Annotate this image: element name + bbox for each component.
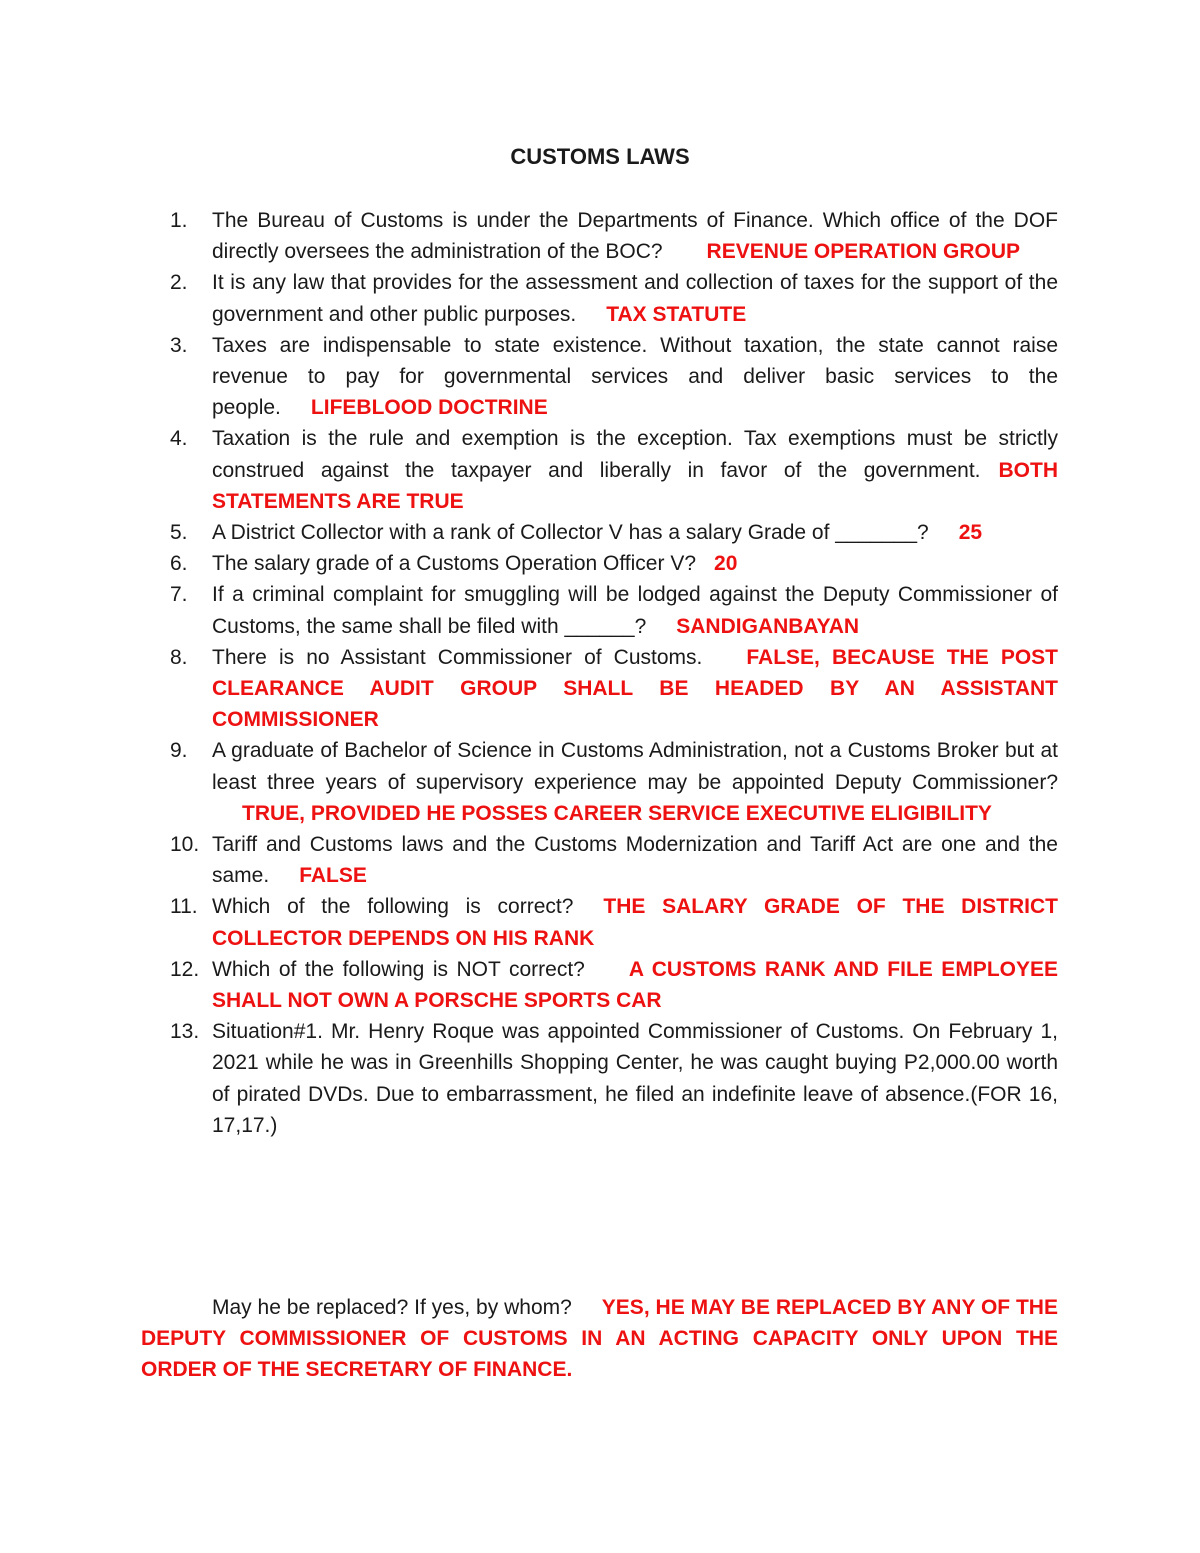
question-3 — [170, 330, 1058, 424]
followup-answer: YES, HE MAY BE REPLACED BY ANY OF THE DEPUTY COMMISSIONER OF CUSTOMS IN AN ACTING CAPACITY ONLY UPON THE ORDER OF THE SECRETARY OF FINANCE. — [141, 1296, 1058, 1382]
question-text: Situation#1. Mr. Henry Roque was appointed Commissioner of Customs. On February 1, 2021 while he was in Greenhills Shopping Center, he was caught buying P2,000.00 worth of pirated DVDs. Due to embarrassment, he filed an indefinite leave of absence.(FOR 16, 17,17.) — [212, 1020, 1058, 1137]
answer-text: SANDIGANBAYAN — [676, 614, 860, 638]
question-4 — [170, 423, 1058, 517]
question-number: 11. — [170, 895, 198, 919]
answer-text: LIFEBLOOD DOCTRINE — [310, 396, 548, 420]
question-text: Taxation is the rule and exemption is the exception. Tax exemptions must be strictly construed against the taxpayer and liberally in favor of the government. — [212, 427, 1058, 482]
question-7 — [170, 579, 1058, 641]
question-number: 10. — [170, 833, 200, 857]
question-1 — [170, 205, 1058, 267]
question-2 — [170, 267, 1058, 329]
page-title: CUSTOMS LAWS — [510, 144, 690, 169]
question-number: 8. — [170, 645, 188, 669]
followup-paragraph — [141, 1292, 1058, 1386]
question-5 — [170, 517, 1058, 548]
question-text: Taxes are indispensable to state existence. Without taxation, the state cannot raise revenue to pay for governmental services and deliver basic services to the people. — [212, 333, 1058, 420]
question-text: A District Collector with a rank of Collector V has a salary Grade of _______? — [212, 521, 929, 545]
question-number: 2. — [170, 271, 188, 295]
question-10 — [170, 829, 1058, 891]
question-13 — [170, 1016, 1058, 1141]
answer-text: BOTH STATEMENTS ARE TRUE — [212, 458, 1058, 513]
question-text: Which of the following is correct? — [212, 895, 574, 919]
answer-text: REVENUE OPERATION GROUP — [706, 240, 1021, 264]
question-text: Tariff and Customs laws and the Customs Modernization and Tariff Act are one and the same. — [212, 833, 1058, 888]
question-text: The salary grade of a Customs Operation Officer V? — [212, 552, 697, 576]
question-text: If a criminal complaint for smuggling will be lodged against the Deputy Commissioner of Customs, the same shall be filed with ______? — [212, 583, 1058, 638]
answer-text: 20 — [714, 552, 738, 576]
question-text: There is no Assistant Commissioner of Customs. — [212, 645, 703, 669]
question-number: 6. — [170, 552, 188, 576]
question-number: 4. — [170, 427, 188, 451]
question-text: It is any law that provides for the assessment and collection of taxes for the support of the government and other public purposes. — [212, 271, 1058, 326]
answer-text: A CUSTOMS RANK AND FILE EMPLOYEE SHALL NOT OWN A PORSCHE SPORTS CAR — [212, 957, 1058, 1013]
question-9 — [170, 735, 1058, 829]
answer-text: THE SALARY GRADE OF THE DISTRICT COLLECTOR DEPENDS ON HIS RANK — [212, 895, 1058, 950]
answer-text: FALSE, BECAUSE THE POST CLEARANCE AUDIT GROUP SHALL BE HEADED BY AN ASSISTANT COMMISSIONER — [212, 645, 1058, 732]
answer-text: FALSE — [299, 864, 367, 888]
answer-text: TRUE, PROVIDED HE POSSES CAREER SERVICE EXECUTIVE ELIGIBILITY — [242, 801, 992, 825]
question-number: 12. — [170, 957, 200, 981]
question-number: 3. — [170, 333, 188, 357]
answer-text: 25 — [958, 521, 983, 545]
question-number: 1. — [170, 209, 188, 232]
question-8 — [170, 642, 1058, 736]
question-6 — [170, 548, 1058, 579]
question-text: A graduate of Bachelor of Science in Customs Administration, not a Customs Broker but at least three years of supervisory experience may be appointed Deputy Commissioner? — [212, 739, 1058, 794]
question-text: Which of the following is NOT correct? — [212, 957, 585, 981]
followup-question: May he be replaced? If yes, by whom? — [212, 1296, 572, 1319]
question-number: 7. — [170, 583, 188, 607]
question-number: 9. — [170, 739, 188, 763]
question-text: The Bureau of Customs is under the Departments of Finance. Which office of the DOF directly oversees the administration of the BOC? — [212, 209, 1058, 264]
question-list — [170, 205, 1058, 1141]
question-number: 5. — [170, 521, 188, 545]
question-11 — [170, 891, 1058, 953]
question-number: 13. — [170, 1020, 200, 1044]
question-12 — [170, 954, 1058, 1016]
answer-text: TAX STATUTE — [606, 302, 747, 326]
